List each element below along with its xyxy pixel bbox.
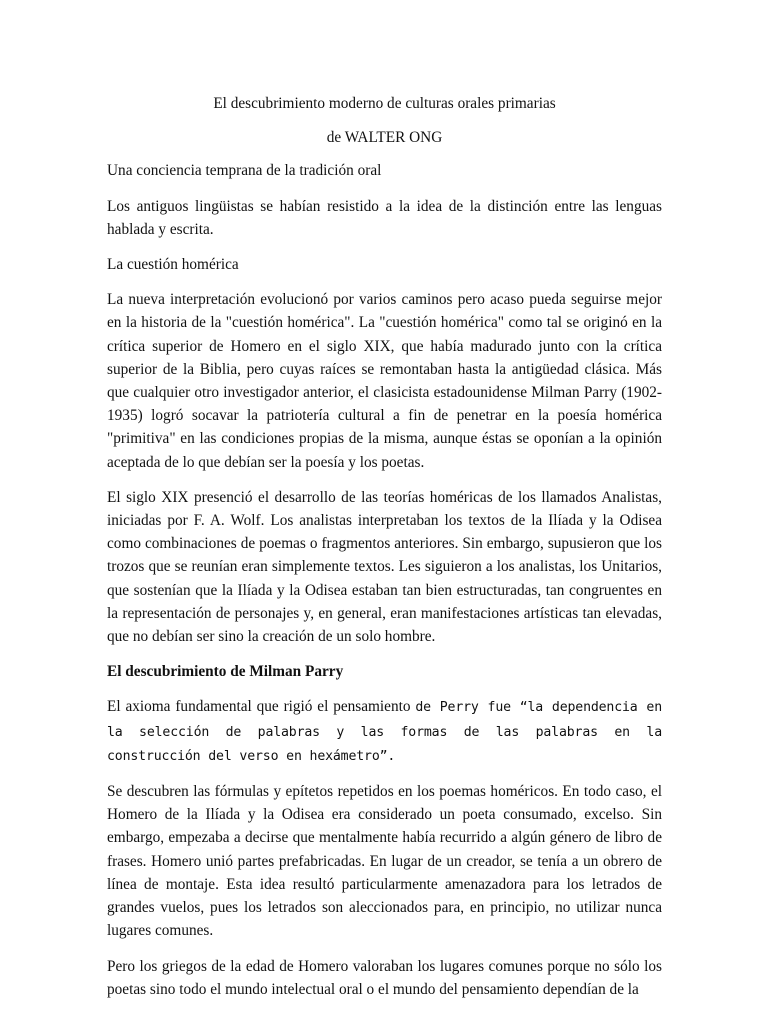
section-heading-oral-tradition: Una conciencia temprana de la tradición oral	[107, 162, 382, 180]
paragraph-linguists: Los antiguos lingüistas se habían resistido a la idea de la distinción entre las lenguas hablada y escrita.	[107, 197, 662, 238]
paragraph-homeric-question: La nueva interpretación evolucionó por varios caminos pero acaso pueda seguirse mejor en la historia de la "cuestión homérica". La "cuestión homérica" como tal se originó en la crítica superior de Homero en el siglo XIX, que había madurado junto con la crítica superior de la Biblia, pero cuyas raíces se remontaban hasta la antigüedad clásica. Más que cualquier otro investigador anterior, el clasicista estadounidense Milman Parry (1902-1935) logró socavar la patriotería cultural a fin de penetrar en la poesía homérica "primitiva" en las condiciones propias de la misma, aunque éstas se oponían a la opinión aceptada de lo que debían ser la poesía y los poetas.	[107, 291, 662, 471]
paragraph-analysts-unitarians: El siglo XIX presenció el desarrollo de las teorías homéricas de los llamados Analistas, iniciadas por F. A. Wolf. Los analistas interpretaban los textos de la Ilíada y la Odisea como combinaciones de poemas o fragmentos anteriores. Sin embargo, supusieron que los trozos que se reunían eran simplemente textos. Les siguieron a los analistas, los Unitarios, que sostenían que la Ilíada y la Odisea estaban tan bien estructuradas, tan congruentes en la representación de personajes y, en general, eran manifestaciones artísticas tan elevadas, que no debían ser sino la creación de un solo hombre.	[107, 488, 662, 646]
document-author: de WALTER ONG	[326, 129, 443, 147]
paragraph-greeks-commonplaces: Pero los griegos de la edad de Homero valoraban los lugares comunes porque no sólo los poetas sino todo el mundo intelectual oral o el mundo del pensamiento dependían de la	[107, 957, 662, 998]
document-title: El descubrimiento moderno de culturas orales primarias	[213, 95, 556, 112]
paragraph-axiom-quote: de Perry fue “la dependencia en la selección de palabras y las formas de las palabras en la construcción del verso en hexámetro”.	[107, 700, 662, 764]
section-heading-homeric-question: La cuestión homérica	[107, 256, 239, 274]
paragraph-axiom-lead: El axioma fundamental que rigió el pensamiento	[107, 698, 416, 716]
paragraph-formulas-epithets: Se descubren las fórmulas y epítetos repetidos en los poemas homéricos. En todo caso, el Homero de la Ilíada y la Odisea era considerado un poeta consumado, excelso. Sin embargo, empezaba a decirse que mentalmente había recurrido a algún género de libro de frases. Homero unió partes prefabricadas. En lugar de un creador, se tenía a un obrero de línea de montaje. Esta idea resultó particularmente amenazadora para los letrados de grandes vuelos, pues los letrados son aleccionados para, en principio, no utilizar nunca lugares comunes.	[107, 783, 662, 940]
paragraph-axiom	[107, 695, 662, 768]
section-heading-milman-parry: El descubrimiento de Milman Parry	[107, 663, 344, 681]
